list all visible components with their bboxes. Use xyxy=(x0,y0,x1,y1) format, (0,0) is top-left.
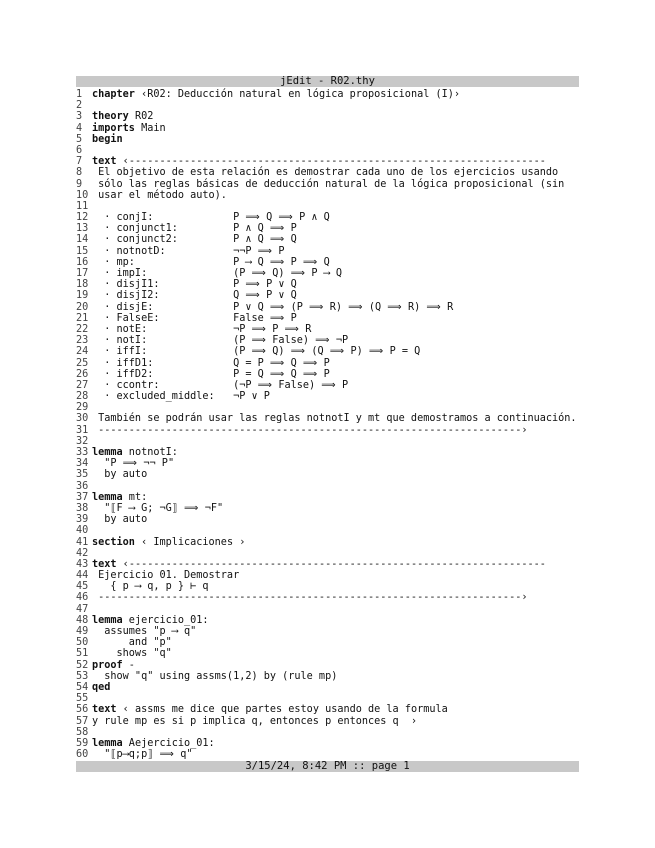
code-line xyxy=(76,123,579,134)
code-text: · iffD2: P = Q ⟹ Q ⟹ P xyxy=(92,368,330,380)
code-line xyxy=(76,727,579,738)
keyword: section xyxy=(92,536,135,548)
code-line xyxy=(76,514,579,525)
code-line xyxy=(76,492,579,503)
code-text: · iffD1: Q = P ⟹ Q ⟹ P xyxy=(92,357,330,369)
code-line xyxy=(76,279,579,290)
line-number: 37 xyxy=(76,491,89,503)
line-text xyxy=(92,111,153,122)
line-number: 20 xyxy=(76,301,89,313)
keyword: text xyxy=(92,558,117,570)
code-line xyxy=(76,335,579,346)
code-text: · FalseE: False ⟹ P xyxy=(92,312,297,324)
line-number: 18 xyxy=(76,279,89,291)
code-text: · impI: (P ⟹ Q) ⟹ P ⟶ Q xyxy=(92,268,343,279)
line-text xyxy=(92,234,297,245)
code-line xyxy=(76,682,579,693)
code-text: ---------------------------------------------------------------------› xyxy=(92,424,528,436)
line-text xyxy=(92,190,227,201)
keyword: lemma xyxy=(92,737,123,749)
code-text: · notnotD: ¬¬P ⟹ P xyxy=(92,245,285,257)
code-line xyxy=(76,738,579,749)
code-text: shows "q" xyxy=(92,648,172,660)
line-number: 50 xyxy=(76,637,89,649)
code-line xyxy=(76,223,579,234)
code-line xyxy=(76,604,579,615)
code-text: ‹ Implicaciones › xyxy=(134,536,246,548)
code-line xyxy=(76,380,579,391)
line-number: 52 xyxy=(76,659,89,671)
line-number: 40 xyxy=(76,525,89,537)
line-number: 16 xyxy=(76,256,89,268)
code-line xyxy=(76,156,579,167)
line-text xyxy=(92,212,330,223)
code-text: notnotI: xyxy=(122,447,178,458)
line-text xyxy=(92,179,564,190)
line-number: 19 xyxy=(76,290,89,302)
line-number: 33 xyxy=(76,447,89,458)
line-number: 60 xyxy=(76,749,89,761)
code-text: · conjunct1: P ∧ Q ⟹ P xyxy=(92,223,297,235)
code-line xyxy=(76,648,579,659)
code-text: ---------------------------------------------------------------------› xyxy=(92,592,528,604)
line-number: 27 xyxy=(76,379,89,391)
line-text xyxy=(92,660,135,671)
code-line xyxy=(76,313,579,324)
line-number: 10 xyxy=(76,189,89,201)
code-line xyxy=(76,302,579,313)
line-number: 35 xyxy=(76,469,89,481)
line-number: 47 xyxy=(76,603,89,615)
code-line xyxy=(76,212,579,223)
line-text xyxy=(92,89,460,100)
code-line xyxy=(76,537,579,548)
line-text xyxy=(92,223,297,234)
line-number: 32 xyxy=(76,435,89,447)
line-text xyxy=(92,313,297,324)
line-number: 42 xyxy=(76,547,89,559)
code-line xyxy=(76,190,579,201)
line-number: 8 xyxy=(76,167,83,179)
line-text xyxy=(92,391,270,402)
line-number: 49 xyxy=(76,626,89,637)
line-number: 17 xyxy=(76,268,89,279)
code-line xyxy=(76,246,579,257)
line-text xyxy=(92,537,245,548)
code-line xyxy=(76,402,579,413)
code-text: ‹ assms me dice que partes estoy usando de la formula xyxy=(116,704,448,716)
code-text: Main xyxy=(134,122,166,134)
line-number: 41 xyxy=(76,536,89,548)
code-line xyxy=(76,111,579,122)
line-text xyxy=(92,648,172,659)
line-number: 25 xyxy=(76,357,89,369)
code-line xyxy=(76,581,579,592)
line-text xyxy=(92,704,448,715)
line-number: 13 xyxy=(76,223,89,235)
code-text: { p ⟶ q, p } ⊢ q xyxy=(92,581,209,593)
line-number: 22 xyxy=(76,323,89,335)
code-line xyxy=(76,167,579,178)
code-line xyxy=(76,290,579,301)
line-text xyxy=(92,413,577,424)
line-text xyxy=(92,279,297,290)
header-bar xyxy=(76,76,579,87)
code-text: · disjI2: Q ⟹ P ∨ Q xyxy=(92,290,297,302)
line-number: 14 xyxy=(76,234,89,246)
code-line xyxy=(76,358,579,369)
code-line xyxy=(76,503,579,514)
code-line xyxy=(76,570,579,581)
line-number: 34 xyxy=(76,458,89,470)
keyword: proof xyxy=(92,659,123,671)
code-text: · notE: ¬P ⟹ P ⟹ R xyxy=(92,323,312,335)
code-text: "⟦F ⟶ G; ¬G⟧ ⟹ ¬F" xyxy=(92,502,224,514)
code-line xyxy=(76,179,579,190)
line-text xyxy=(92,324,311,335)
line-text xyxy=(92,581,209,592)
code-line xyxy=(76,201,579,212)
code-text: R02 xyxy=(128,111,154,123)
code-line xyxy=(76,425,579,436)
line-number: 46 xyxy=(76,592,89,604)
line-number: 58 xyxy=(76,726,89,738)
code-line xyxy=(76,716,579,727)
code-line xyxy=(76,469,579,480)
code-text: · notI: (P ⟹ False) ⟹ ¬P xyxy=(92,335,349,347)
line-number: 44 xyxy=(76,570,89,582)
code-line xyxy=(76,447,579,458)
code-text: · disjE: P ∨ Q ⟹ (P ⟹ R) ⟹ (Q ⟹ R) ⟹ R xyxy=(92,301,454,313)
line-text xyxy=(92,167,558,178)
line-number: 6 xyxy=(76,144,83,156)
code-text: ‹R02: Deducción natural en lógica proposicional (I)› xyxy=(134,89,461,100)
line-text xyxy=(92,447,178,458)
code-text: · iffI: (P ⟹ Q) ⟹ (Q ⟹ P) ⟹ P = Q xyxy=(92,346,421,358)
code-text: · ccontr: (¬P ⟹ False) ⟹ P xyxy=(92,379,349,391)
line-number: 28 xyxy=(76,391,89,403)
line-number: 54 xyxy=(76,681,89,693)
document-title: jEdit - R02.thy xyxy=(280,75,375,87)
line-text xyxy=(92,290,297,301)
code-line xyxy=(76,413,579,424)
code-text: ‹-------------------------------------------------------------------- xyxy=(116,156,546,168)
line-number: 15 xyxy=(76,245,89,257)
line-number: 3 xyxy=(76,111,83,123)
code-text: ejercicio_01: xyxy=(122,614,209,626)
keyword: qed xyxy=(92,681,111,693)
line-number: 21 xyxy=(76,312,89,324)
code-text: · excluded_middle: ¬P ∨ P xyxy=(92,391,270,403)
code-line xyxy=(76,704,579,715)
line-number: 30 xyxy=(76,413,89,425)
code-text: · conjI: P ⟹ Q ⟹ P ∧ Q xyxy=(92,212,330,224)
line-text xyxy=(92,380,348,391)
line-text xyxy=(92,369,330,380)
line-number: 4 xyxy=(76,122,83,134)
code-line xyxy=(76,257,579,268)
line-number: 51 xyxy=(76,648,89,660)
line-number: 36 xyxy=(76,480,89,492)
code-line xyxy=(76,626,579,637)
line-text xyxy=(92,559,546,570)
code-text: and "p" xyxy=(92,637,172,649)
line-text xyxy=(92,615,209,626)
code-line xyxy=(76,615,579,626)
line-number: 48 xyxy=(76,614,89,626)
code-text: y rule mp es si p implica q, entonces p entonces q › xyxy=(92,715,418,727)
line-text xyxy=(92,716,417,727)
line-number: 12 xyxy=(76,212,89,224)
code-line xyxy=(76,234,579,245)
line-number: 57 xyxy=(76,715,89,727)
line-number: 9 xyxy=(76,178,83,190)
code-line xyxy=(76,749,579,760)
code-text: El objetivo de esta relación es demostrar cada uno de los ejercicios usando xyxy=(92,167,559,179)
line-text xyxy=(92,469,147,480)
line-number: 39 xyxy=(76,514,89,526)
keyword: theory xyxy=(92,111,129,123)
code-line xyxy=(76,693,579,704)
code-text: Aejercicio_01: xyxy=(122,737,215,749)
code-text: "P ⟹ ¬¬ P" xyxy=(92,458,175,470)
line-number: 59 xyxy=(76,737,89,749)
code-line xyxy=(76,458,579,469)
keyword: text xyxy=(92,156,117,168)
line-number: 29 xyxy=(76,402,89,414)
page-info: 3/15/24, 8:42 PM :: page 1 xyxy=(245,760,410,772)
line-number: 11 xyxy=(76,200,89,212)
code-text: Ejercicio 01. Demostrar xyxy=(92,570,240,582)
line-text xyxy=(92,626,196,637)
line-text xyxy=(92,257,330,268)
footer-bar xyxy=(76,761,579,772)
line-text xyxy=(92,123,166,134)
line-text xyxy=(92,749,192,760)
code-text: by auto xyxy=(92,469,148,481)
line-number: 38 xyxy=(76,502,89,514)
code-line xyxy=(76,268,579,279)
code-text: · disjI1: P ⟹ P ∨ Q xyxy=(92,279,297,291)
code-text: show "q" using assms(1,2) by (rule mp) xyxy=(92,670,338,682)
line-number: 53 xyxy=(76,670,89,682)
line-text xyxy=(92,246,284,257)
line-number: 24 xyxy=(76,346,89,358)
code-line xyxy=(76,481,579,492)
line-text xyxy=(92,570,239,581)
line-text xyxy=(92,458,174,469)
line-text xyxy=(92,358,330,369)
code-line xyxy=(76,637,579,648)
code-line xyxy=(76,324,579,335)
code-text: - xyxy=(122,659,135,671)
code-line xyxy=(76,145,579,156)
code-line xyxy=(76,660,579,671)
code-line xyxy=(76,134,579,145)
code-line xyxy=(76,436,579,447)
line-text xyxy=(92,134,123,145)
code-line xyxy=(76,89,579,100)
line-number: 31 xyxy=(76,424,89,436)
line-text xyxy=(92,302,453,313)
code-text: sólo las reglas básicas de deducción natural de la lógica proposicional (sin xyxy=(92,178,565,190)
line-text xyxy=(92,514,147,525)
line-number: 55 xyxy=(76,693,89,705)
keyword: lemma xyxy=(92,447,123,458)
keyword: begin xyxy=(92,133,123,145)
line-text xyxy=(92,738,215,749)
line-number: 45 xyxy=(76,581,89,593)
line-number: 56 xyxy=(76,704,89,716)
keyword: chapter xyxy=(92,89,135,100)
line-number: 7 xyxy=(76,156,83,168)
code-line xyxy=(76,592,579,603)
line-number: 43 xyxy=(76,558,89,570)
code-listing xyxy=(76,89,579,760)
line-number: 1 xyxy=(76,89,83,100)
code-line xyxy=(76,559,579,570)
code-line xyxy=(76,391,579,402)
code-text: usar el método auto). xyxy=(92,189,227,201)
keyword: lemma xyxy=(92,614,123,626)
line-text xyxy=(92,335,348,346)
line-text xyxy=(92,425,527,436)
code-line xyxy=(76,100,579,111)
code-text: · conjunct2: P ∧ Q ⟹ Q xyxy=(92,234,297,246)
code-text: assumes "p ⟶ q" xyxy=(92,626,197,637)
line-text xyxy=(92,503,223,514)
line-text xyxy=(92,592,527,603)
line-number: 23 xyxy=(76,335,89,347)
code-line xyxy=(76,369,579,380)
code-line xyxy=(76,525,579,536)
line-text xyxy=(92,156,546,167)
line-number: 2 xyxy=(76,100,83,112)
code-text: mt: xyxy=(122,491,148,503)
keyword: imports xyxy=(92,122,135,134)
line-text xyxy=(92,682,110,693)
line-text xyxy=(92,346,420,357)
line-text xyxy=(92,671,337,682)
line-text xyxy=(92,492,147,503)
keyword: text xyxy=(92,704,117,716)
keyword: lemma xyxy=(92,491,123,503)
code-text: "⟦p⟶q;p⟧ ⟹ q" xyxy=(92,749,193,761)
line-number: 26 xyxy=(76,368,89,380)
line-text xyxy=(92,268,342,279)
code-line xyxy=(76,346,579,357)
code-text: by auto xyxy=(92,514,148,526)
code-line xyxy=(76,548,579,559)
code-line xyxy=(76,671,579,682)
code-text: · mp: P ⟶ Q ⟹ P ⟹ Q xyxy=(92,256,330,268)
line-text xyxy=(92,637,172,648)
code-text: También se podrán usar las reglas notnotI y mt que demostramos a continuación. xyxy=(92,413,577,425)
code-text: ‹-------------------------------------------------------------------- xyxy=(116,558,546,570)
line-number: 5 xyxy=(76,133,83,145)
